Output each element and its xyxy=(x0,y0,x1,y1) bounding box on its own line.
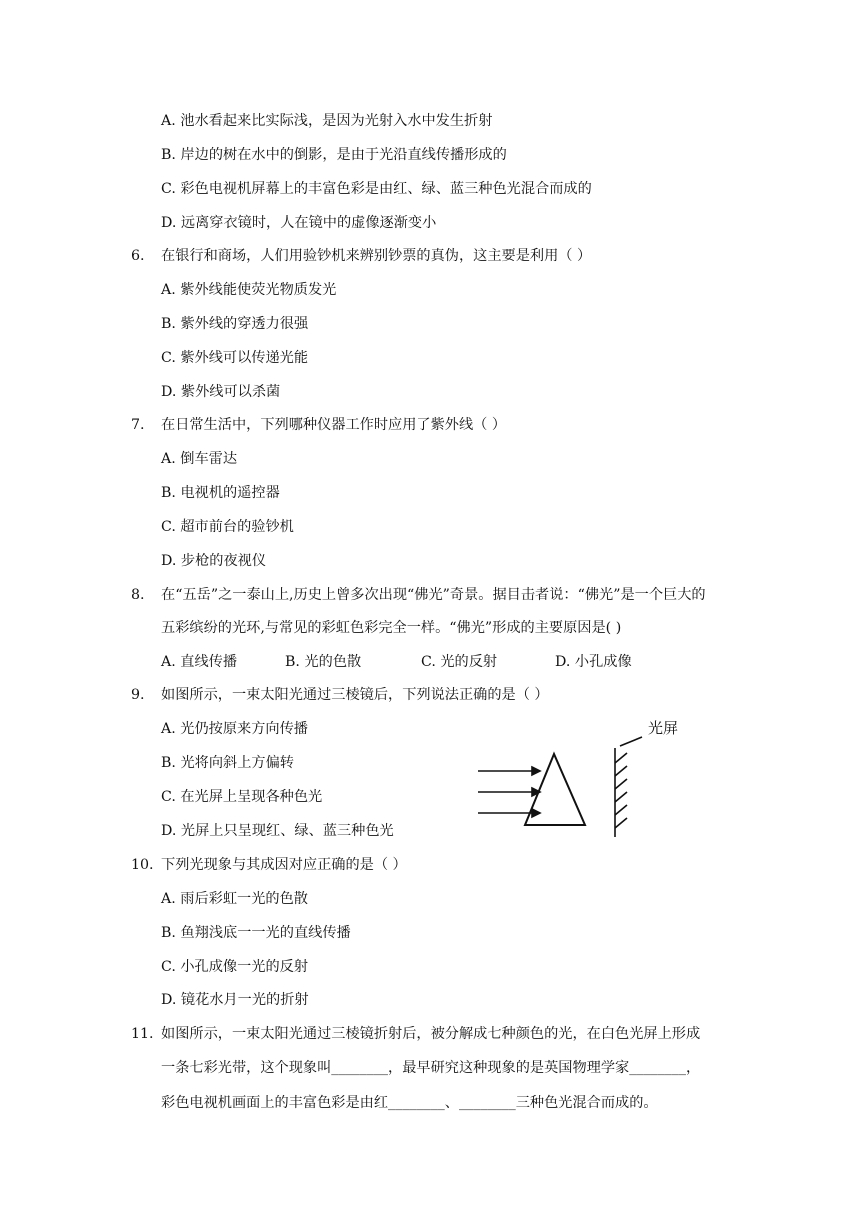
q6-stem: 在银行和商场，人们用验钞机来辨别钞票的真伪，这主要是利用（ ） xyxy=(161,248,592,264)
light-screen xyxy=(615,737,642,837)
q9-option-d: D. 光屏上只呈现红、绿、蓝三种色光 xyxy=(161,823,394,839)
q9-number: 9. xyxy=(131,687,145,703)
q11-line1: 如图所示，一束太阳光通过三棱镜折射后，被分解成七种颜色的光，在白色光屏上形成 xyxy=(161,1026,701,1042)
q7-option-a: A. 倒车雷达 xyxy=(161,451,238,467)
q6-option-b: B. 紫外线的穿透力很强 xyxy=(161,316,309,332)
q8-option-d: D. 小孔成像 xyxy=(555,654,632,670)
q7-number: 7. xyxy=(131,417,145,433)
q6-option-a: A. 紫外线能使荧光物质发光 xyxy=(161,282,337,298)
q7-option-b: B. 电视机的遥控器 xyxy=(161,485,280,501)
q5-option-d: D. 远离穿衣镜时，人在镜中的虚像逐渐变小 xyxy=(161,215,437,231)
q7-stem: 在日常生活中，下列哪种仪器工作时应用了紫外线（ ） xyxy=(161,417,507,433)
q10-option-b: B. 鱼翔浅底一一光的直线传播 xyxy=(161,925,351,941)
q5-option-c: C. 彩色电视机屏幕上的丰富色彩是由红、绿、蓝三种色光混合而成的 xyxy=(161,181,592,197)
q7-option-c: C. 超市前台的验钞机 xyxy=(161,519,294,535)
q10-option-a: A. 雨后彩虹一光的色散 xyxy=(161,891,308,907)
label-leader-line xyxy=(620,737,642,746)
q5-option-b: B. 岸边的树在水中的倒影，是由于光沿直线传播形成的 xyxy=(161,147,507,163)
q9-option-a: A. 光仍按原来方向传播 xyxy=(161,721,308,737)
q8-stem-line2: 五彩缤纷的光环,与常见的彩虹色彩完全一样。“佛光”形成的主要原因是( ) xyxy=(161,620,622,636)
q6-option-d: D. 紫外线可以杀菌 xyxy=(161,384,281,400)
q10-number: 10. xyxy=(131,857,154,873)
q11-number: 11. xyxy=(131,1026,154,1042)
q9-option-b: B. 光将向斜上方偏转 xyxy=(161,755,294,771)
q8-number: 8. xyxy=(131,587,145,603)
q11-line3: 彩色电视机画面上的丰富色彩是由红________、________三种色光混合而成的。 xyxy=(161,1095,658,1111)
q6-number: 6. xyxy=(131,248,145,264)
q9-option-c: C. 在光屏上呈现各种色光 xyxy=(161,789,323,805)
q7-option-d: D. 步枪的夜视仪 xyxy=(161,553,267,569)
q8-option-c: C. 光的反射 xyxy=(421,654,498,670)
q5-option-a: A. 池水看起来比实际浅，是因为光射入水中发生折射 xyxy=(161,113,493,129)
q10-option-c: C. 小孔成像一光的反射 xyxy=(161,959,309,975)
q8-stem-line1: 在“五岳”之一泰山上,历史上曾多次出现“佛光”奇景。据目击者说：“佛光”是一个巨大的 xyxy=(161,587,706,603)
q10-option-d: D. 镜花水月一光的折射 xyxy=(161,992,309,1008)
q8-option-a: A. 直线传播 xyxy=(161,654,238,670)
q6-option-c: C. 紫外线可以传递光能 xyxy=(161,350,309,366)
q9-stem: 如图所示，一束太阳光通过三棱镜后，下列说法正确的是（ ） xyxy=(161,687,549,703)
screen-label: 光屏 xyxy=(648,719,679,737)
q10-stem: 下列光现象与其成因对应正确的是（ ） xyxy=(161,857,407,873)
q8-option-b: B. 光的色散 xyxy=(285,654,362,670)
ray-arrowhead-3 xyxy=(532,809,540,817)
q11-line2: 一条七彩光带，这个现象叫________，最早研究这种现象的是英国物理学家________， xyxy=(161,1060,701,1076)
ray-arrowhead-1 xyxy=(532,767,540,775)
